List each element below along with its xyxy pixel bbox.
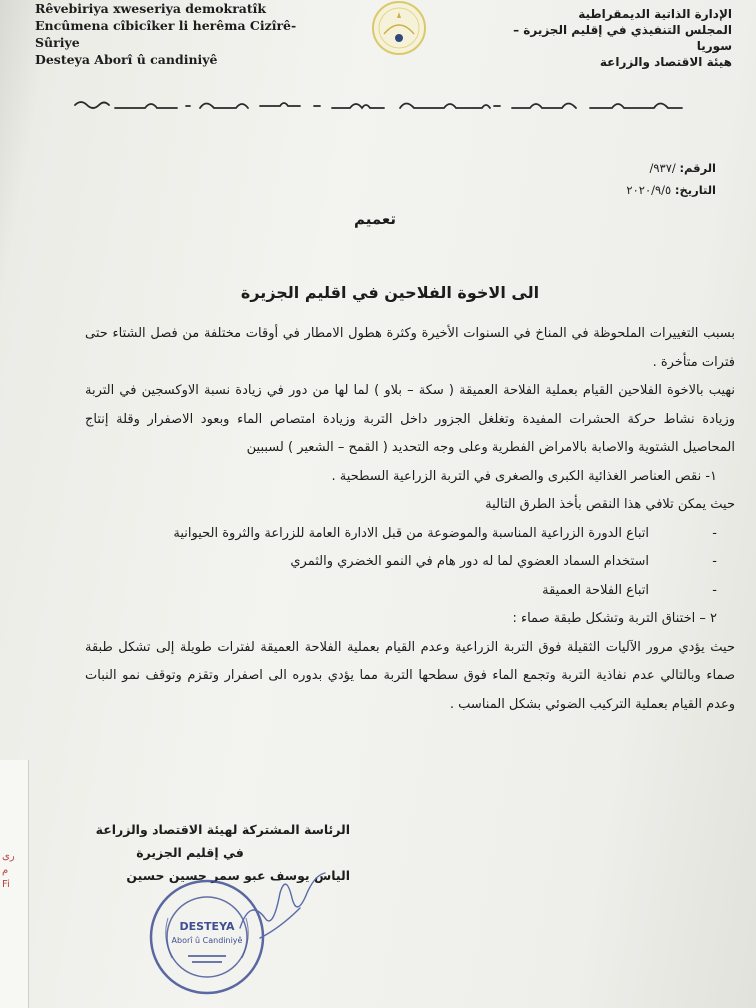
reference-date xyxy=(516,179,716,201)
edge-handwriting: ری م Fi xyxy=(2,851,15,890)
header-arabic-line-1: الإدارة الذاتية الديمقراطية xyxy=(578,7,732,21)
reference-block xyxy=(516,157,716,201)
addressee-line: الى الاخوة الفلاحين في اقليم الجزيرة xyxy=(240,283,540,302)
body-item-1: ١- نقص العناصر الغذائية الكبرى والصغرى في التربة الزراعية السطحية . xyxy=(331,468,717,484)
body-item-2: ٢ – اختناق التربة وتشكل طبقة صماء : xyxy=(512,611,717,626)
reference-date-label: التاريخ: xyxy=(674,183,716,197)
body-bullet-1: - اتباع الدورة الزراعية المناسبة والموضوعة من قبل الادارة العامة للزراعة والثروة الحيوانية xyxy=(85,520,735,549)
signature-line-3: الياس يوسف عبو سمر حسين حسين xyxy=(126,868,350,883)
body-paragraph-2: نهيب بالاخوة الفلاحين القيام بعملية الفلاحة العميقة ( سكة – بلاو ) لما لها من دور في زيادة نسبة الاوكسجين في التربة وزيادة نشاط حركة الحشرات المفيدة وتغلغل الجزور داخل التربة وزيادة امتصاص الماء وبعود الاصفرار وقلة إنتاج المحاصيل الشتوية والاصابة بالامراض الفطرية وعلى وجه التحديد ( القمح – الشعير ) لسببين xyxy=(85,383,735,455)
reference-number-label: الرقم: xyxy=(679,161,716,175)
body-paragraph-3: حيث يؤدي مرور الآليات الثقيلة فوق التربة الزراعية وعدم القيام بعملية الفلاحة العميقة لفترات طويلة إلى تشكل طبقة صماء وبالتالي عدم نفاذية التربة وتجمع الماء فوق سطحها التربة مما يؤدي بدوره الى اصفرار وتقزم وتوقف نمو النبات وعدم القيام بعملية التركيب الضوئي بشكل المناسب . xyxy=(85,639,735,712)
body-bullet-2: - استخدام السماد العضوي لما له دور هام في النمو الخضري والثمري xyxy=(85,548,735,577)
signature-line-2: في إقليم الجزيرة xyxy=(136,845,244,860)
header-kurdish-line-2: Encûmena cîbicîker li herêma Cizîrê-Sûriye xyxy=(35,18,297,50)
syriac-header-script xyxy=(70,90,690,120)
header-kurdish-line-1: Rêvebiriya xweseriya demokratîk xyxy=(35,1,267,16)
header-kurdish xyxy=(35,0,325,68)
stamp-text-2: Aborî û Candiniyê xyxy=(171,936,243,945)
reference-number-value: /٩٣٧/ xyxy=(649,161,676,175)
header-kurdish-line-3: Desteya Aborî û candiniyê xyxy=(35,52,218,67)
header-arabic xyxy=(482,6,732,70)
document-title: تعميم xyxy=(353,210,397,228)
reference-number xyxy=(516,157,716,179)
handwritten-signature-icon xyxy=(230,868,340,948)
header-arabic-line-2: المجلس التنفيذي في إقليم الجزيرة – سوريا xyxy=(513,23,732,53)
stamp-text-1: DESTEYA xyxy=(179,920,235,933)
signature-line-1: الرئاسة المشتركة لهيئة الاقتصاد والزراعة xyxy=(95,822,350,837)
body-bullet-3: - اتباع الفلاحة العميقة xyxy=(85,577,735,606)
header-arabic-line-3: هيئة الاقتصاد والزراعة xyxy=(599,55,732,69)
body-paragraph-1: بسبب التغييرات الملحوظة في المناخ في السنوات الأخيرة وكثرة هطول الامطار في أوقات مختلفة من فصل الشتاء حتى فترات متأخرة . xyxy=(85,326,735,370)
administration-logo-icon xyxy=(358,0,440,62)
letter-body xyxy=(85,320,735,719)
body-item-1-intro: حيث يمكن تلافي هذا النقص بأخذ الطرق التالية xyxy=(485,497,735,512)
reference-date-value: ٢٠٢٠/٩/٥ xyxy=(626,183,672,197)
